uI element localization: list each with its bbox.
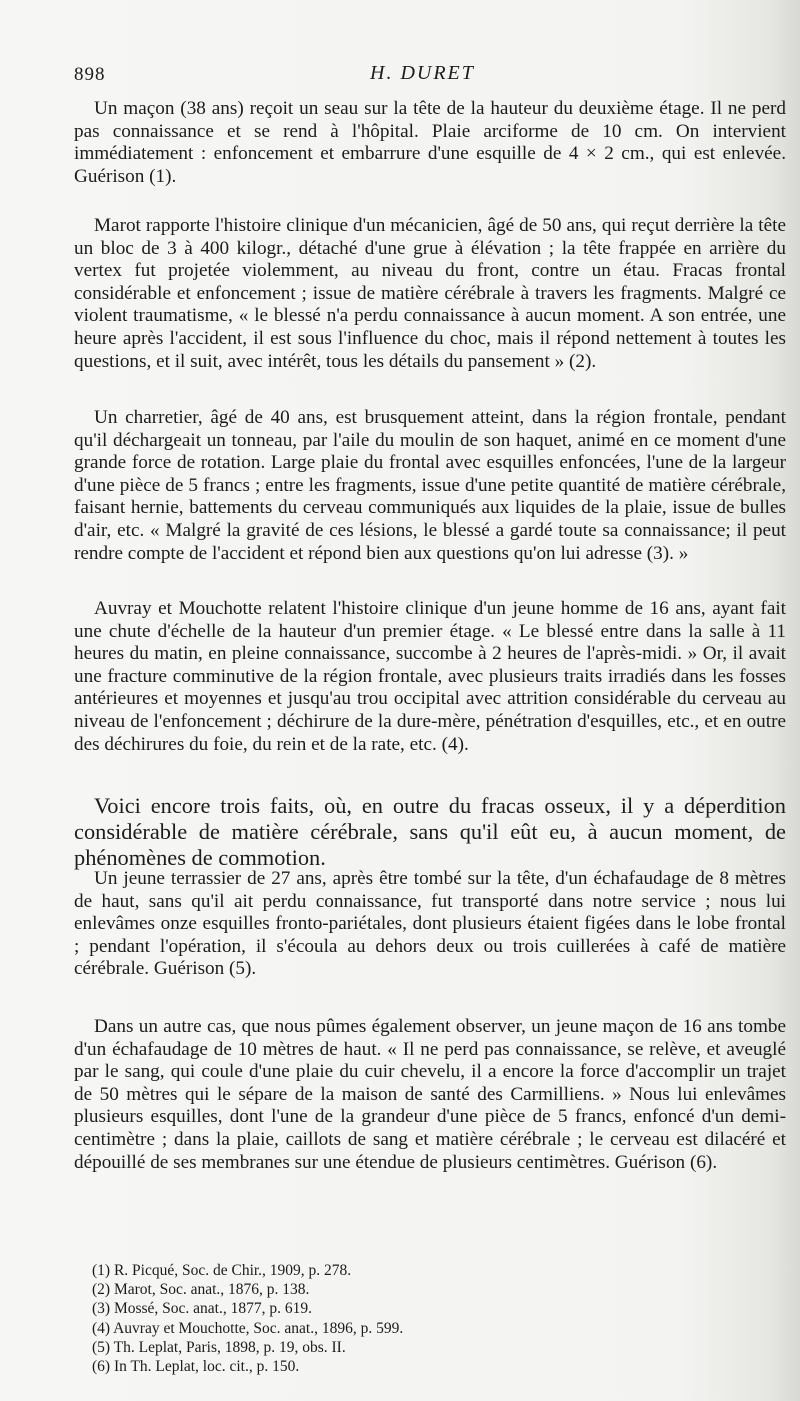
page-header [74,62,770,92]
footnote-1: (1) R. Picqué, Soc. de Chir., 1909, p. 278. [92,1262,352,1279]
paragraph-3: Un charretier, âgé de 40 ans, est brusquement atteint, dans la région frontale, pendant qu'il déchargeait un tonneau, par l'aile du moulin de son haquet, animé en ce moment d'une grande force de rotation. Large plaie du frontal avec esquilles enfoncées, l'une de la largeur d'une pièce de 5 francs ; entre les fragments, issue d'une petite quantité de matière cérébrale, faisant hernie, battements du cerveau communiqués aux liquides de la plaie, issue de bulles d'air, etc. « Malgré la gravité de ces lésions, le blessé a gardé toute sa connaissance; il peut rendre compte de l'accident et répond bien aux questions qu'on lui adresse (3). » [74,407,786,564]
paragraph-7: Dans un autre cas, que nous pûmes également observer, un jeune maçon de 16 ans tombe d'un échafaudage de 10 mètres de haut. « Il ne perd pas connaissance, se relève, et aveuglé par le sang, qui coule d'une plaie du cuir chevelu, il a encore la force d'accomplir un trajet de 50 mètres qui le sépare de la maison de santé des Carmilliens. » Nous lui enlevâmes plusieurs esquilles, dont l'une de la grandeur d'une pièce de 5 francs, enfoncé d'un demi-centimètre ; dans la plaie, caillots de sang et matière cérébrale ; le cerveau est dilacéré et dépouillé de ses membranes sur une étendue de plusieurs centimètres. Guérison (6). [74,1016,786,1173]
footnotes [92,1261,692,1376]
footnote-3: (3) Mossé, Soc. anat., 1877, p. 619. [92,1300,312,1318]
paragraph-1: Un maçon (38 ans) reçoit un seau sur la tête de la hauteur du deuxième étage. Il ne perd pas connaissance et se rend à l'hôpital. Plaie arciforme de 10 cm. On intervient immédiatement : enfoncement et embarrure d'une esquille de 4 × 2 cm., qui est enlevée. Guérison (1). [74,98,786,187]
footnote-2: (2) Marot, Soc. anat., 1876, p. 138. [92,1281,310,1299]
footnote-4: (4) Auvray et Mouchotte, Soc. anat., 1896, p. 599. [92,1319,404,1337]
footnote-5: (5) Th. Leplat, Paris, 1898, p. 19, obs. II. [92,1338,346,1356]
page-number: 898 [74,64,106,85]
paragraph-5: Voici encore trois faits, où, en outre du fracas osseux, il y a déperdition considérable de matière cérébrale, sans qu'il eût eu, à aucun moment, de phénomènes de commotion. [74,793,786,870]
paragraph-6: Un jeune terrassier de 27 ans, après être tombé sur la tête, d'un échafaudage de 8 mètres de haut, sans qu'il ait perdu connaissance, fut transporté dans notre service ; nous lui enlevâmes onze esquilles fronto-pariétales, dont plusieurs étaient figées dans le lobe frontal ; pendant l'opération, il s'écoula au dehors deux ou trois cuillerées à café de matière cérébrale. Guérison (5). [74,868,786,980]
paragraph-2: Marot rapporte l'histoire clinique d'un mécanicien, âgé de 50 ans, qui reçut derrière la tête un bloc de 3 à 400 kilogr., détaché d'une grue à élévation ; la tête frappée en arrière du vertex fut projetée violemment, au niveau du front, contre un étau. Fracas frontal considérable et enfoncement ; issue de matière cérébrale à travers les fragments. Malgré ce violent traumatisme, « le blessé n'a perdu connaissance à aucun moment. A son entrée, une heure après l'accident, il est sous l'influence du choc, mais il répond nettement à toutes les questions, et il suit, avec intérêt, tous les détails du pansement » (2). [74,215,786,372]
paragraph-4: Auvray et Mouchotte relatent l'histoire clinique d'un jeune homme de 16 ans, ayant fait une chute d'échelle de la hauteur d'un premier étage. « Le blessé entre dans la salle à 11 heures du matin, en pleine connaissance, succombe à 2 heures de l'après-midi. » Or, il avait une fracture comminutive de la région frontale, avec plusieurs traits irradiés dans les fosses antérieures et moyennes et jusqu'au trou occipital avec attrition considérable du cerveau au niveau de l'enfoncement ; déchirure de la dure-mère, pénétration d'esquilles, etc., et en outre des déchirures du foie, du rein et de la rate, etc. (4). [74,598,786,755]
running-head: H. DURET [370,62,475,84]
footnote-6: (6) In Th. Leplat, loc. cit., p. 150. [92,1358,300,1376]
